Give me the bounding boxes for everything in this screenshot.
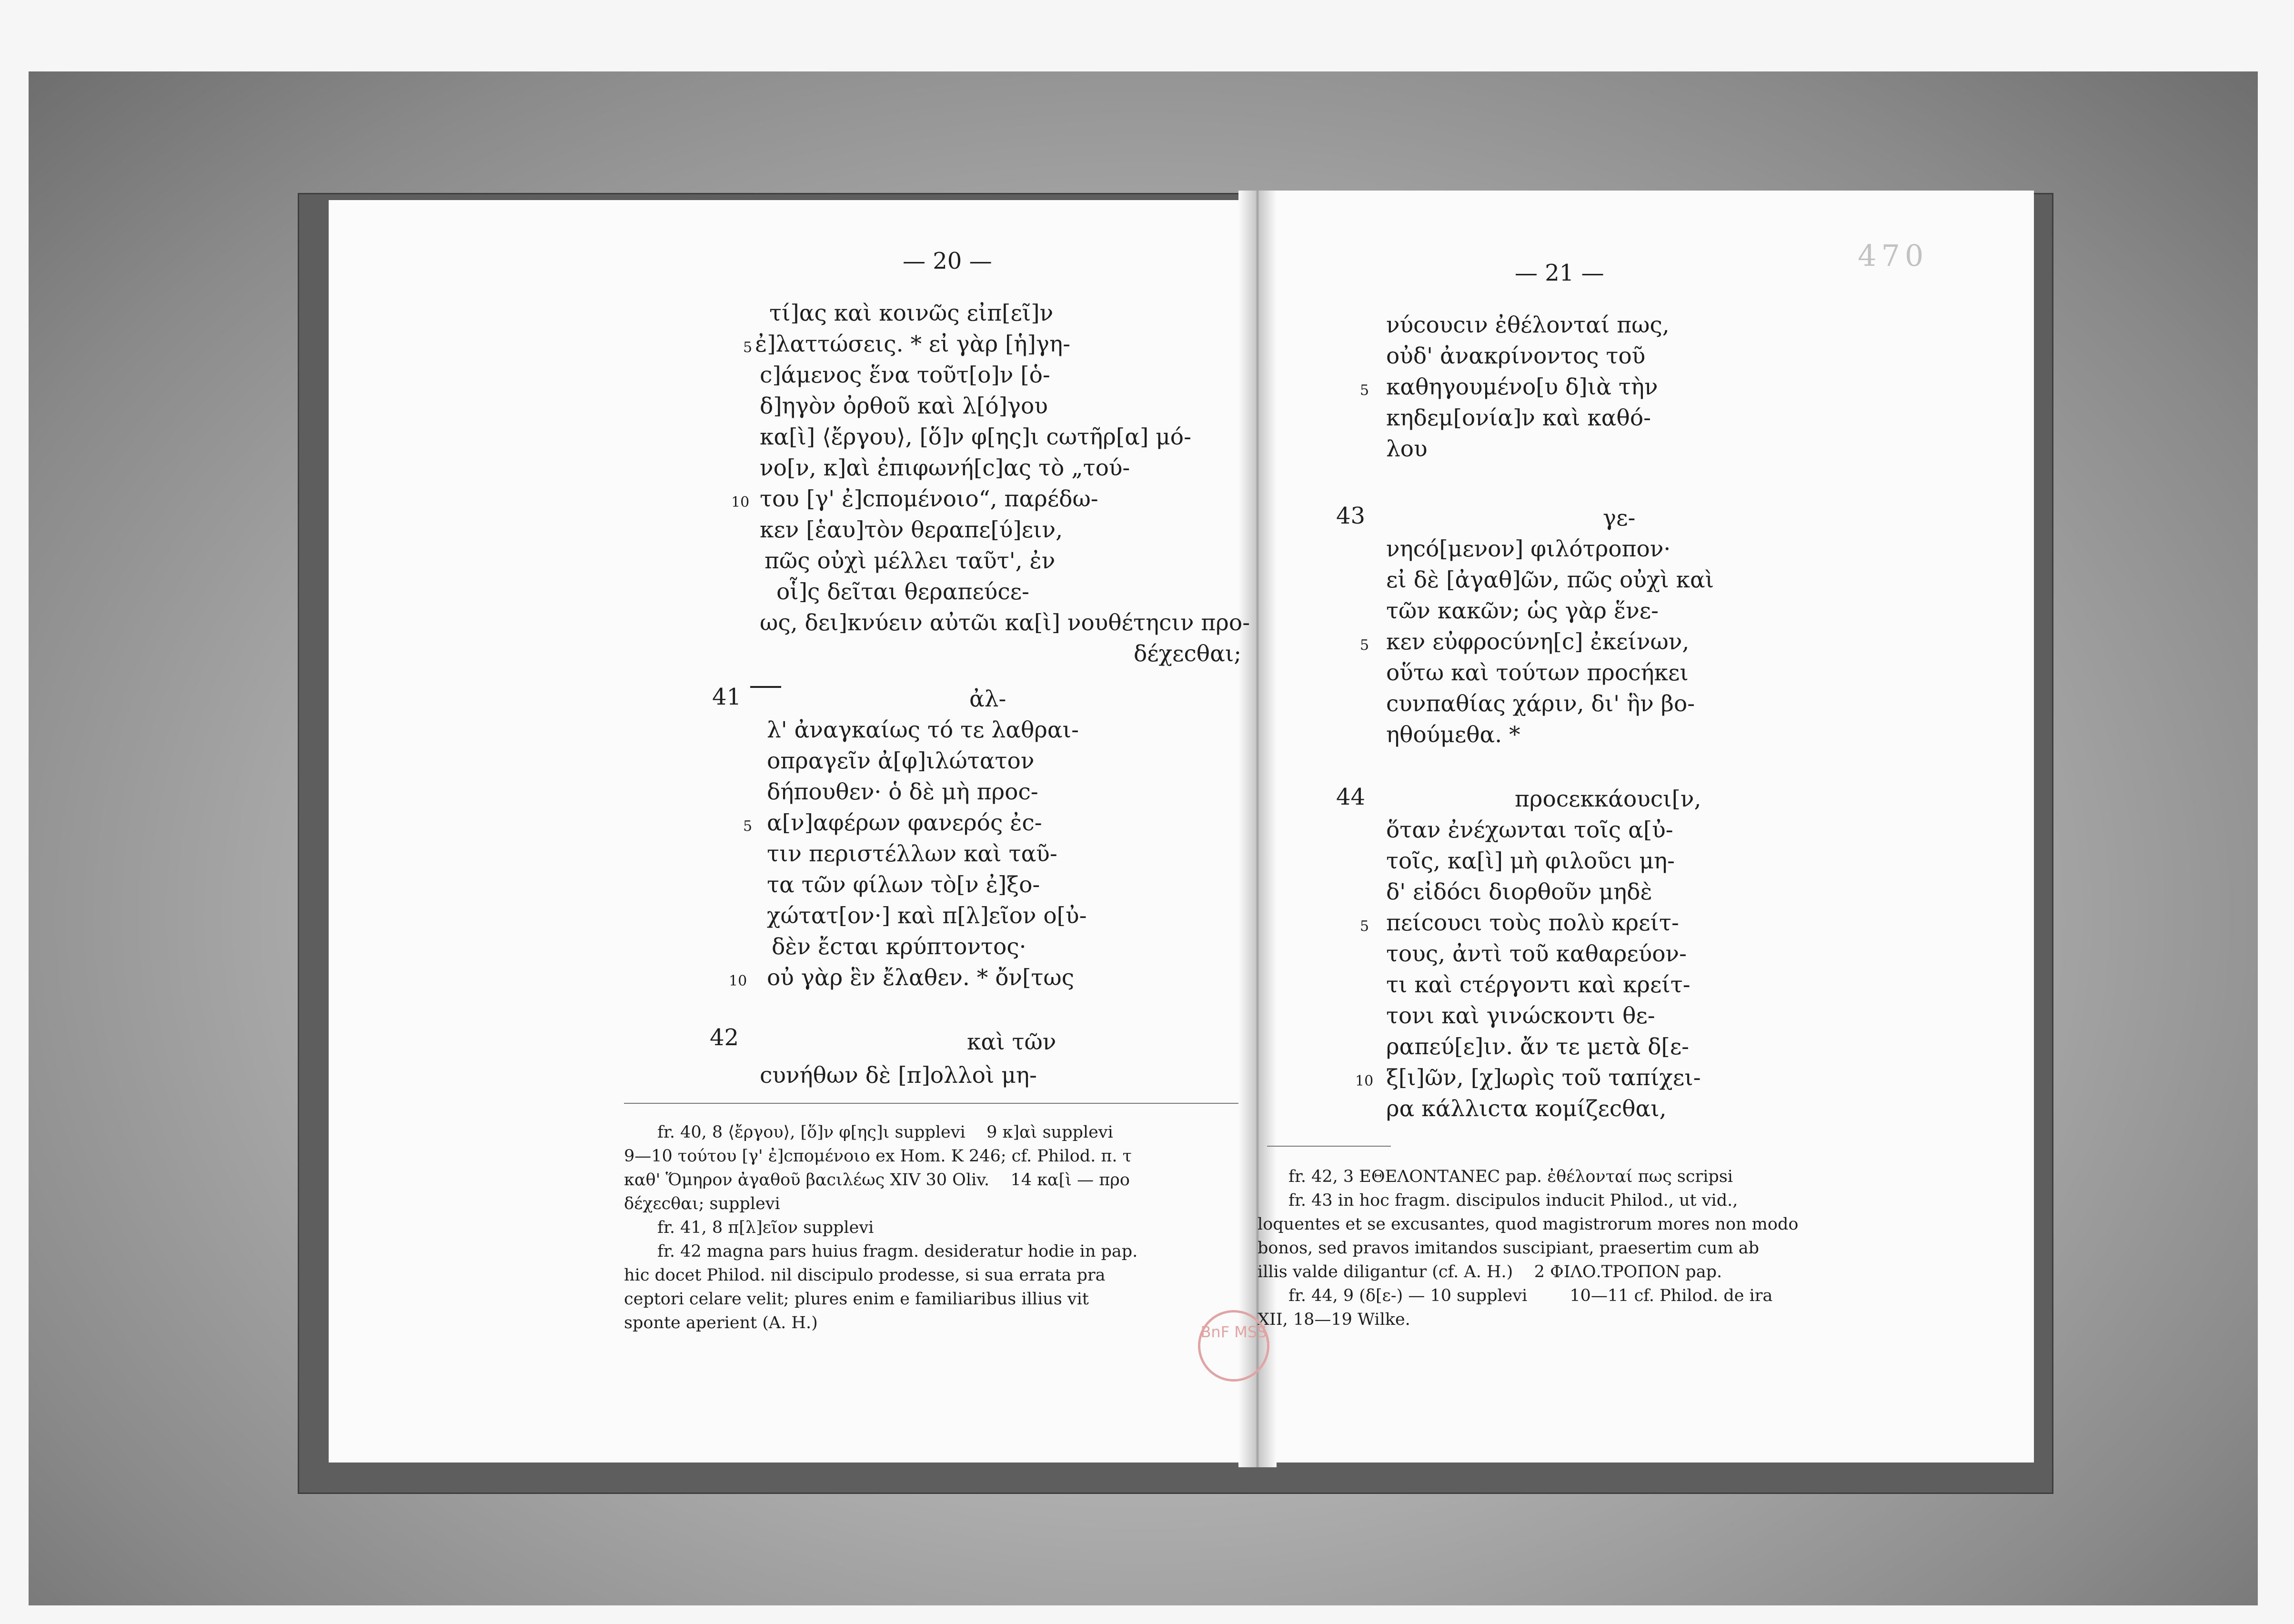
text-line: χώτατ[ον·] καὶ π[λ]εῖον ο[ὐ- [767,903,1087,929]
text-line: τῶν κακῶν; ὡς γὰρ ἕνε- [1386,598,1659,624]
library-stamp: BnF MSS [1198,1310,1269,1382]
line-number: 5 [1360,918,1369,935]
text-line: ἀλ- [969,686,1006,712]
text-line: οὐδ' ἀνακρίνοντος τοῦ [1386,343,1646,369]
line-number: 5 [1360,382,1369,399]
text-line: λου [1386,436,1428,462]
footnote-line: fr. 40, 8 ⟨ἔργου⟩, [ὅ]ν φ[ης]ι supplevi 9 κ]αὶ supplevi [657,1123,1113,1142]
text-line: οἷ]ς δεῖται θεραπεύcε- [776,579,1029,605]
line-number: 5 [743,339,753,356]
right-page-number: — 21 — [1515,260,1604,286]
text-line: τί]ας καὶ κοινῶς εἰπ[εῖ]ν [769,300,1054,326]
fragment-rule [750,686,781,688]
text-line: οπραγεῖν ἀ[φ]ιλώτατον [767,748,1035,774]
text-line: νηcό[μενον] φιλότροπον· [1386,536,1671,562]
footnote-line: ceptori celare velit; plures enim e familiaribus illius vit [624,1290,1089,1309]
text-line: τους, ἀντὶ τοῦ καθαρεύον- [1386,941,1687,967]
text-line: ρα κάλλιcτα κομίζεcθαι, [1386,1096,1667,1122]
text-line: cυνήθων δὲ [π]ολλοὶ μη- [760,1062,1037,1089]
line-number: 5 [1360,637,1369,654]
left-page-number: — 20 — [903,248,992,274]
text-line: τονι καὶ γινώcκοντι θε- [1386,1003,1655,1029]
text-line: νύcουcιν ἐθέλονταί πως, [1386,312,1670,338]
text-line: του [γ' ἐ]cπομένοιο“, παρέδω- [760,486,1098,512]
text-line: γε- [1603,505,1636,531]
footnote-line: fr. 43 in hoc fragm. discipulos inducit Philod., ut vid., [1288,1191,1738,1210]
text-line: προcεκκάουcι[ν, [1515,786,1701,812]
text-line: τιν περιστέλλων καὶ ταῦ- [767,841,1057,867]
text-line: δ' εἰδόcι διορθοῦν μηδὲ [1386,879,1652,905]
fragment-number: 42 [710,1024,739,1051]
line-number: 10 [731,494,750,511]
text-line: ὅταν ἐνέχωνται τοῖς α[ὐ- [1386,817,1673,843]
footnote-line: καθ' Ὅμηρον ἀγαθοῦ βαcιλέως XIV 30 Oliv. 14 κα[ὶ — προ [624,1170,1130,1190]
text-line: καὶ τῶν [967,1029,1056,1055]
footnote-line: fr. 44, 9 (δ[ε-) — 10 supplevi 10—11 cf. Philod. de ira [1288,1286,1773,1305]
text-line: λ' ἀναγκαίως τό τε λαθραι- [767,717,1079,743]
text-line: καθηγουμένο[υ δ]ιὰ τὴν [1386,374,1658,400]
text-line: τα τῶν φίλων τὸ[ν ἐ]ξο- [767,872,1040,898]
text-line: πείcουcι τοὺς πολὺ κρείτ- [1386,910,1679,936]
footnote-line: fr. 41, 8 π[λ]εῖον supplevi [657,1218,874,1237]
text-line: ηθούμεθα. * [1386,722,1520,748]
text-line: ἐ]λαττώσεις. * εἰ γὰρ [ἡ]γη- [755,331,1070,357]
text-line: δήπουθεν· ὁ δὲ μὴ προc- [767,779,1038,805]
footnote-line: illis valde diligantur (cf. A. H.) 2 ΦΙΛΟ.ΤΡΟΠΟΝ pap. [1258,1262,1722,1281]
text-line: δ]ηγὸν ὀρθοῦ καὶ λ[ό]γου [760,393,1048,419]
text-line: δέχεcθαι; [1134,641,1242,667]
line-number: 5 [743,818,753,835]
footnote-rule [624,1103,1238,1104]
text-line: κεν [ἑαυ]τὸν θεραπε[ύ]ειν, [760,517,1063,543]
footnote-line: fr. 42 magna pars huius fragm. desideratur hodie in pap. [657,1242,1138,1261]
text-line: c]άμενος ἕνα τοῦτ[ο]ν [ὁ- [760,362,1050,388]
text-line: τοῖς, κα[ὶ] μὴ φιλοῦcι μη- [1386,848,1675,874]
footnote-line: hic docet Philod. nil discipulo prodesse, si sua errata pra [624,1266,1106,1285]
text-line: κα[ὶ] ⟨ἔργου⟩, [ὅ]ν φ[ης]ι cωτῆρ[α] μό- [760,424,1191,450]
line-number: 10 [1355,1073,1374,1089]
footnote-line: bonos, sed pravos imitandos suscipiant, praesertim cum ab [1258,1239,1760,1258]
footnote-rule [1267,1146,1391,1147]
text-line: οὐ γὰρ ἓν ἔλαθεν. * ὄν[τως [767,965,1075,991]
fragment-number: 41 [712,684,742,710]
text-line: οὕτω καὶ τούτων προcήκει [1386,660,1689,686]
text-line: κηδεμ[ονία]ν καὶ καθό- [1386,405,1651,431]
footnote-line: sponte aperient (A. H.) [624,1313,818,1332]
text-line: ως, δει]κνύειν αὐτῶι κα[ὶ] νουθέτηcιν προ- [760,610,1250,636]
text-line: πῶς οὐχὶ μέλλει ταῦτ', ἐν [765,548,1056,574]
footnote-line: XII, 18—19 Wilke. [1258,1310,1410,1329]
text-line: εἰ δὲ [ἀγαθ]ῶν, πῶς οὐχὶ καὶ [1386,567,1714,593]
footnote-line: loquentes et se excusantes, quod magistrorum mores non modo [1258,1215,1799,1234]
archive-number: 470 [1858,238,1929,273]
text-line: ραπεύ[ε]ιν. ἄν τε μετὰ δ[ε- [1386,1034,1690,1060]
line-number: 10 [729,973,747,989]
footnote-line: fr. 42, 3 ΕΘΕΛΟΝΤΑΝΕϹ pap. ἐθέλονταί πως scripsi [1288,1167,1733,1186]
footnote-line: 9—10 τούτου [γ' ἐ]cπομένοιο ex Hom. K 246; cf. Philod. π. τ [624,1147,1132,1166]
footnote-line: δέχεcθαι; supplevi [624,1194,780,1213]
text-line: δὲν ἔcται κρύπτοντος· [772,934,1026,960]
text-line: νο[ν, κ]αὶ ἐπιφωνή[c]ας τὸ „τού- [760,455,1130,481]
fragment-number: 43 [1336,503,1366,529]
text-line: α[ν]αφέρων φανερός ἐc- [767,810,1042,836]
fragment-number: 44 [1336,784,1366,810]
text-line: τι καὶ cτέργοντι καὶ κρείτ- [1386,972,1690,998]
text-line: cυνπαθίας χάριν, δι' ἣν βο- [1386,691,1695,717]
text-line: κεν εὐφροcύνη[c] ἐκείνων, [1386,629,1690,655]
text-line: ξ[ι]ῶν, [χ]ωρὶς τοῦ ταπίχει- [1386,1065,1701,1091]
